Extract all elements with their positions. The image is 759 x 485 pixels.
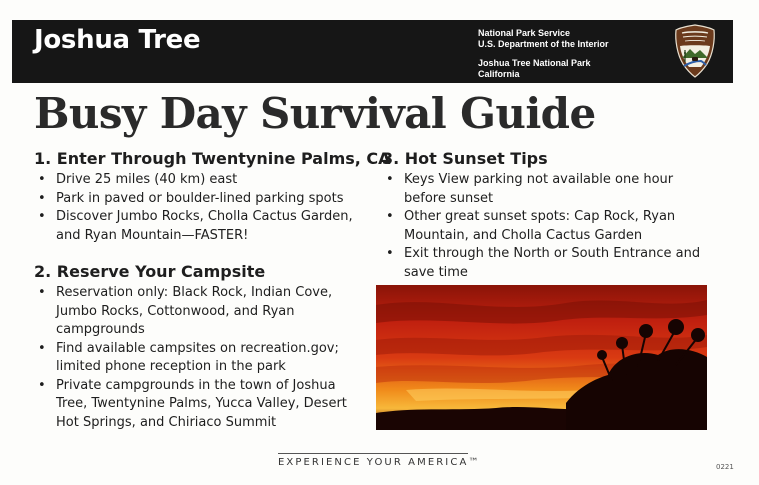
header-banner: [12, 20, 733, 83]
list-item: • Other great sunset spots: Cap Rock, Ryan Mountain, and Cholla Cactus Garden: [386, 209, 676, 243]
nps-arrowhead-icon: [674, 24, 716, 78]
list-item: • Private campgrounds in the town of Joshua Tree, Twentynine Palms, Yucca Valley, Desert Hot Springs, and Chiriaco Summit: [38, 377, 347, 430]
list-item: • Park in paved or boulder-lined parking spots: [38, 190, 344, 206]
sunset-photo: [376, 285, 707, 430]
section-campsite: [34, 262, 350, 432]
footer-slogan: EXPERIENCE YOUR AMERICA™: [278, 453, 468, 468]
section-enter: [34, 149, 391, 245]
section-heading: 3. Hot Sunset Tips: [382, 149, 548, 168]
agency-line-1: National Park Service: [478, 28, 571, 38]
page-title: Busy Day Survival Guide: [34, 89, 596, 138]
list-item: • Find available campsites on recreation.gov; limited phone reception in the park: [38, 340, 339, 374]
park-name: Joshua Tree: [34, 25, 201, 55]
list-item: • Drive 25 miles (40 km) east: [38, 172, 238, 187]
list-item: • Discover Jumbo Rocks, Cholla Cactus Garden, and Ryan Mountain—FASTER!: [38, 209, 353, 243]
sunset-image: [376, 285, 707, 430]
section-heading: 2. Reserve Your Campsite: [34, 262, 266, 281]
publication-code: 0221: [716, 463, 734, 471]
section-sunset: [382, 149, 708, 282]
park-line-2: California: [478, 69, 520, 79]
section-heading: 1. Enter Through Twentynine Palms, CA: [34, 149, 391, 168]
list-item: • Reservation only: Black Rock, Indian Cove, Jumbo Rocks, Cottonwood, and Ryan campgrounds: [38, 285, 333, 337]
park-line-1: Joshua Tree National Park: [478, 58, 591, 68]
agency-block: [478, 28, 609, 80]
agency-line-2: U.S. Department of the Interior: [478, 39, 609, 49]
list-item: • Keys View parking not available one hour before sunset: [386, 172, 674, 206]
list-item: • Exit through the North or South Entrance and save time: [386, 246, 701, 280]
